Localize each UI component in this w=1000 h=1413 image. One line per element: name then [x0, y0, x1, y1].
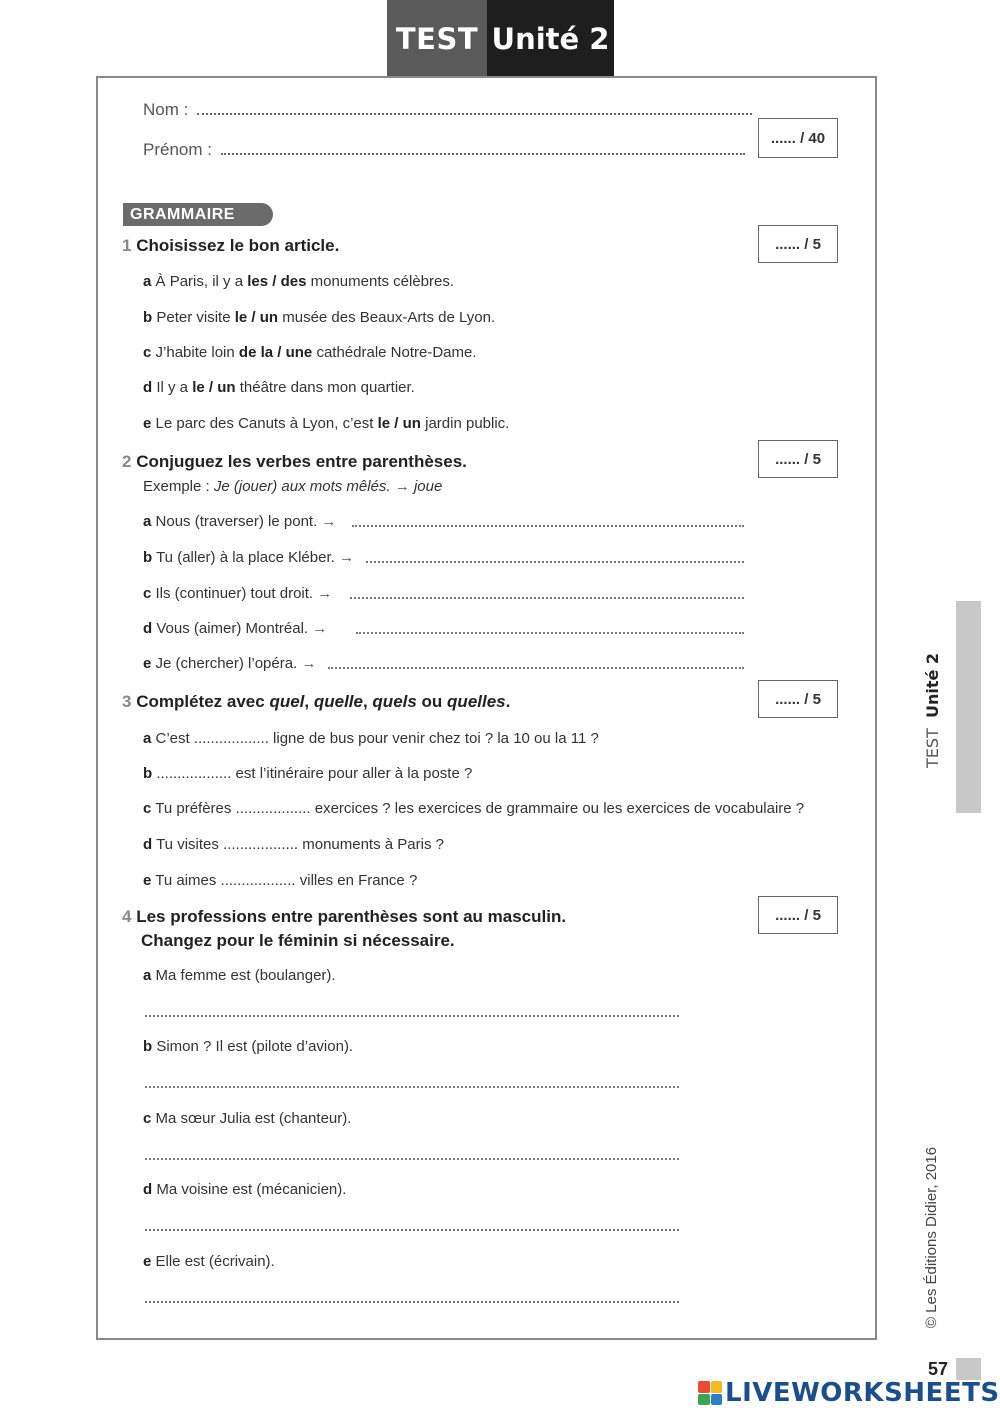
item-text-post: musée des Beaux-Arts de Lyon. — [278, 309, 496, 326]
q2-item-a — [143, 513, 336, 530]
q4-answer-line-d[interactable] — [145, 1229, 679, 1231]
item-text-pre: Tu aimes — [155, 872, 221, 889]
item-letter: b — [143, 309, 153, 326]
item-letter: d — [143, 620, 153, 637]
item-text-post: monuments à Paris ? — [298, 836, 444, 853]
blank-input[interactable]: .................. — [220, 872, 296, 889]
q3-score-box[interactable]: ...... / 5 — [758, 680, 838, 718]
q1-title-text: Choisissez le bon article. — [136, 236, 340, 255]
item-text: Ils (continuer) tout droit. — [155, 585, 314, 602]
item-text-post: théâtre dans mon quartier. — [235, 379, 415, 396]
item-text-post: villes en France ? — [295, 872, 418, 889]
item-letter: b — [143, 765, 153, 782]
item-text-pre: À Paris, il y a — [155, 273, 248, 290]
item-letter: d — [143, 379, 153, 396]
item-letter: e — [143, 415, 152, 432]
q2-title-text: Conjuguez les verbes entre parenthèses. — [136, 452, 467, 471]
blank-input[interactable]: .................. — [223, 836, 299, 853]
prenom-row — [143, 140, 745, 160]
q4-title-line1: Les professions entre parenthèses sont au masculin. — [136, 907, 567, 926]
nom-input-line[interactable] — [197, 101, 752, 115]
item-text-post: exercices ? les exercices de grammaire ou les exercices de vocabulaire ? — [310, 800, 805, 817]
item-text-pre: Peter visite — [156, 309, 235, 326]
q4-item-d — [143, 1181, 346, 1198]
nom-label: Nom : — [143, 100, 189, 119]
q4-number: 4 — [122, 907, 132, 926]
side-test-label: TEST — [923, 727, 943, 768]
item-text-post: monuments célèbres. — [306, 273, 455, 290]
item-letter: e — [143, 1253, 152, 1270]
copyright-note — [919, 1130, 945, 1345]
header-test-label: TEST — [387, 0, 487, 77]
blank-input[interactable]: .................. — [156, 765, 232, 782]
option-separator: / — [204, 379, 218, 396]
q3-number: 3 — [122, 692, 132, 711]
option-separator: / — [268, 273, 281, 290]
item-letter: c — [143, 1110, 152, 1127]
item-text: Simon ? Il est (pilote d’avion). — [156, 1038, 354, 1055]
option-1[interactable]: de la — [238, 344, 274, 361]
liveworksheets-brand[interactable] — [698, 1378, 1000, 1408]
option-2[interactable]: un — [217, 379, 236, 396]
arrow-icon: → — [338, 549, 354, 566]
page-number: 57 — [928, 1359, 949, 1379]
q3-word-quel: quel — [269, 692, 305, 711]
item-text-pre: J’habite loin — [155, 344, 239, 361]
item-letter: c — [143, 344, 152, 361]
q4-answer-line-a[interactable] — [145, 1015, 679, 1017]
q1-item-d — [143, 379, 415, 396]
item-text-pre: C’est — [155, 730, 194, 747]
q4-item-e — [143, 1253, 275, 1270]
section-grammaire: GRAMMAIRE — [123, 203, 273, 226]
option-separator: / — [273, 344, 286, 361]
q2-answer-line-e[interactable] — [328, 667, 744, 669]
item-letter: a — [143, 967, 152, 984]
arrow-icon: → — [321, 513, 337, 530]
item-letter: d — [143, 1181, 153, 1198]
item-text: Elle est (écrivain). — [155, 1253, 275, 1270]
q4-item-a — [143, 967, 336, 984]
q3-item-d — [143, 836, 444, 853]
q1-title — [122, 236, 339, 256]
item-text: Ma voisine est (mécanicien). — [156, 1181, 347, 1198]
option-1[interactable]: le — [377, 415, 391, 432]
item-text: Vous (aimer) Montréal. — [156, 620, 309, 637]
arrow-icon: → — [317, 585, 333, 602]
q4-item-c — [143, 1110, 351, 1127]
item-letter: c — [143, 585, 152, 602]
example-answer: joue — [413, 478, 443, 495]
q2-score-box[interactable]: ...... / 5 — [758, 440, 838, 478]
q1-item-b — [143, 309, 495, 326]
item-text: Ma sœur Julia est (chanteur). — [155, 1110, 352, 1127]
option-2[interactable]: une — [285, 344, 313, 361]
q3-word-quelle: quelle — [313, 692, 363, 711]
prenom-label: Prénom : — [143, 140, 212, 159]
option-1[interactable]: le — [234, 309, 248, 326]
q2-title — [122, 452, 467, 472]
side-gray-bar — [956, 601, 981, 813]
item-text-post: jardin public. — [420, 415, 510, 432]
item-letter: b — [143, 1038, 153, 1055]
side-unit-label: Unité 2 — [923, 652, 943, 718]
option-1[interactable]: le — [192, 379, 205, 396]
item-letter: b — [143, 549, 153, 566]
q4-item-b — [143, 1038, 353, 1055]
q3-item-b — [143, 765, 472, 782]
q4-score-box[interactable]: ...... / 5 — [758, 896, 838, 934]
q4-answer-line-b[interactable] — [145, 1086, 679, 1088]
page-marker — [956, 1358, 981, 1380]
q1-number: 1 — [122, 236, 132, 255]
option-2[interactable]: des — [280, 273, 307, 290]
header-unit-label: Unité 2 — [487, 0, 614, 77]
item-letter: e — [143, 655, 152, 672]
arrow-icon: → — [301, 655, 317, 672]
prenom-input-line[interactable] — [221, 141, 745, 155]
liveworksheets-logo-icon — [698, 1381, 722, 1405]
item-text-pre: Il y a — [156, 379, 193, 396]
item-letter: d — [143, 836, 153, 853]
q2-answer-line-b[interactable] — [366, 561, 744, 563]
q3-comma: , — [304, 692, 314, 711]
q2-item-c — [143, 585, 332, 602]
blank-input[interactable]: .................. — [193, 730, 269, 747]
item-letter: e — [143, 872, 152, 889]
arrow-icon: → — [312, 620, 328, 637]
q3-period: . — [505, 692, 511, 711]
q3-word-quels: quels — [372, 692, 417, 711]
item-text-post: est l’itinéraire pour aller à la poste ? — [231, 765, 473, 782]
item-text: Tu (aller) à la place Kléber. — [156, 549, 335, 566]
q3-title — [122, 692, 510, 712]
q2-item-e — [143, 655, 316, 672]
example-text: Je (jouer) aux mots mêlés. — [213, 478, 391, 495]
item-letter: a — [143, 730, 152, 747]
q2-answer-line-a[interactable] — [352, 525, 744, 527]
item-letter: a — [143, 513, 152, 530]
q2-item-d — [143, 620, 327, 637]
q3-ou: ou — [416, 692, 448, 711]
total-score-box[interactable]: ...... / 40 — [758, 118, 838, 158]
q3-item-e — [143, 872, 417, 889]
q2-answer-line-d[interactable] — [356, 632, 744, 634]
item-text: Nous (traverser) le pont. — [155, 513, 318, 530]
copyright-text: © Les Éditions Didier, 2016 — [923, 1146, 941, 1329]
q2-example — [143, 478, 442, 495]
item-text-pre: Le parc des Canuts à Lyon, c’est — [155, 415, 378, 432]
nom-row — [143, 100, 752, 120]
q4-answer-line-c[interactable] — [145, 1158, 679, 1160]
item-text-pre: Tu visites — [156, 836, 224, 853]
item-text: Ma femme est (boulanger). — [155, 967, 336, 984]
arrow-icon: → — [390, 478, 414, 495]
q3-title-text: Complétez avec — [136, 692, 270, 711]
item-text-pre: Tu préfères — [155, 800, 236, 817]
q3-item-c — [143, 800, 804, 817]
q3-comma: , — [362, 692, 373, 711]
item-text: Je (chercher) l’opéra. — [155, 655, 298, 672]
header-tab — [387, 0, 614, 77]
q4-title-line2: Changez pour le féminin si nécessaire. — [141, 931, 455, 950]
q1-item-c — [143, 344, 477, 361]
example-label: Exemple : — [143, 478, 214, 495]
q3-item-a — [143, 730, 599, 747]
q2-item-b — [143, 549, 354, 566]
item-text-post: cathédrale Notre-Dame. — [312, 344, 477, 361]
option-separator: / — [390, 415, 403, 432]
q4-title — [122, 907, 566, 927]
q1-score-box[interactable]: ...... / 5 — [758, 225, 838, 263]
item-text-post: ligne de bus pour venir chez toi ? la 10 ou la 11 ? — [268, 730, 599, 747]
q2-answer-line-c[interactable] — [350, 597, 744, 599]
blank-input[interactable]: .................. — [235, 800, 311, 817]
q1-item-e — [143, 415, 509, 432]
q2-number: 2 — [122, 452, 132, 471]
item-letter: a — [143, 273, 152, 290]
option-1[interactable]: les — [247, 273, 269, 290]
side-label — [923, 645, 943, 775]
item-letter: c — [143, 800, 152, 817]
q3-word-quelles: quelles — [447, 692, 506, 711]
q4-answer-line-e[interactable] — [145, 1301, 679, 1303]
option-2[interactable]: un — [402, 415, 421, 432]
brand-text: LIVEWORKSHEETS — [725, 1378, 1000, 1408]
q1-item-a — [143, 273, 454, 290]
option-2[interactable]: un — [259, 309, 279, 326]
option-separator: / — [247, 309, 260, 326]
